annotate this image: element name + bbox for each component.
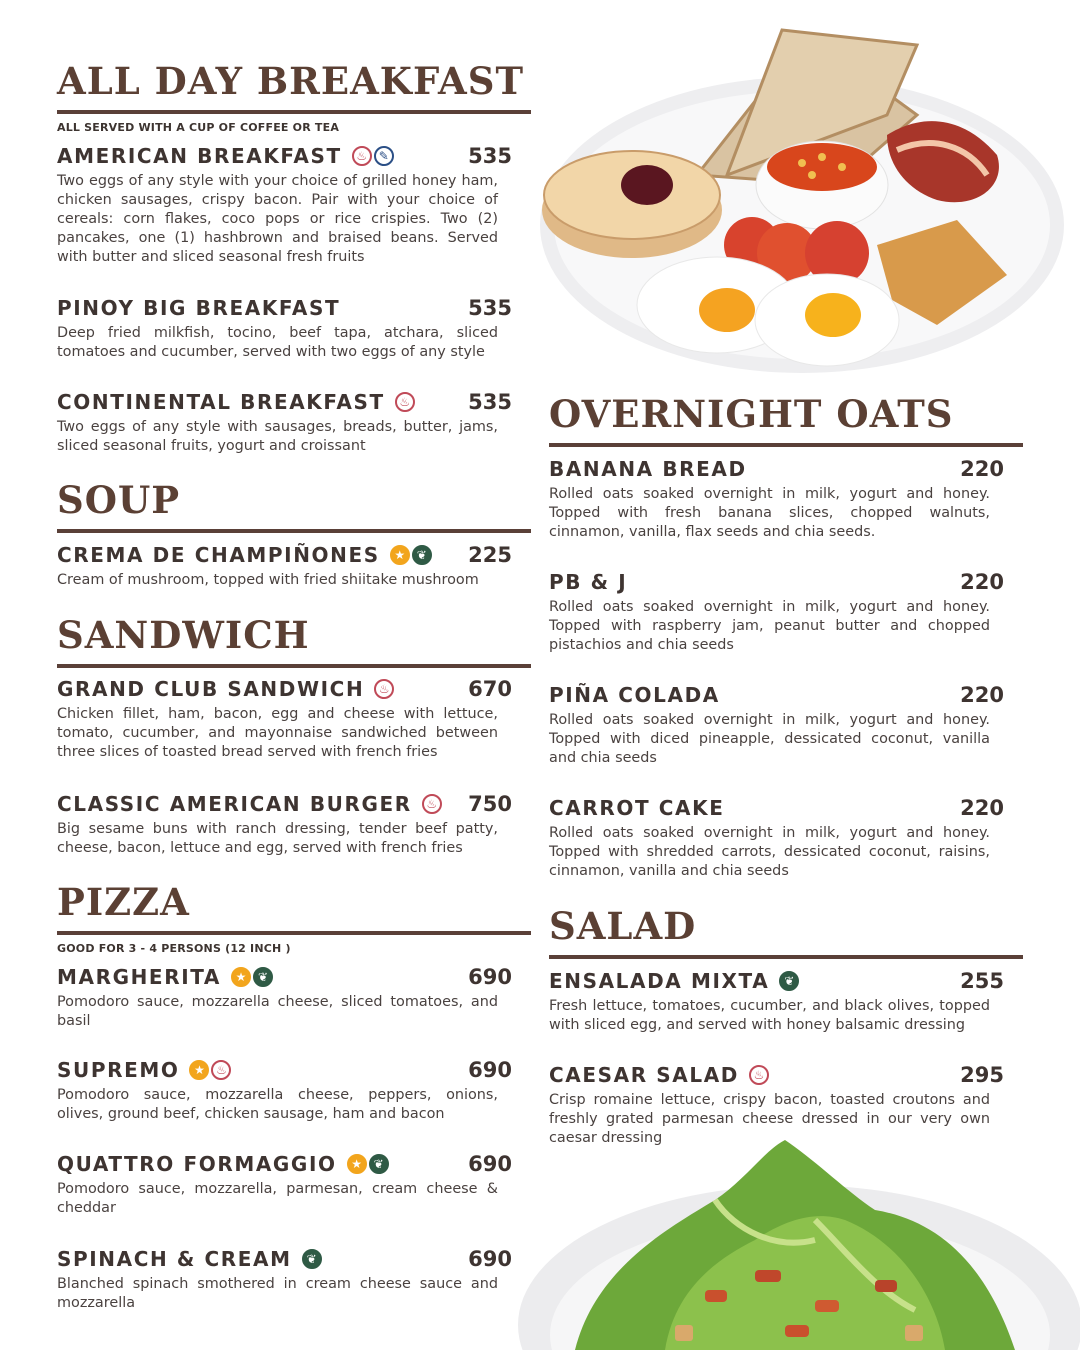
section-sandwich [57, 613, 531, 668]
menu-item-carrot-cake [549, 796, 1023, 881]
item-price: 220 [960, 457, 1004, 481]
item-description: Two eggs of any style with sausages, breads, butter, jams, sliced seasonal fruits, yogurt and croissant [57, 419, 498, 454]
section-note: ALL SERVED WITH A CUP OF COFFEE OR TEA [57, 121, 340, 134]
menu-item-continental-breakfast [57, 390, 531, 456]
section-title: SOUP [57, 478, 181, 522]
item-description: Deep fried milkfish, tocino, beef tapa, atchara, sliced tomatoes and cucumber, served with two eggs of any style [57, 325, 498, 360]
section-divider [57, 529, 531, 533]
item-description: Chicken fillet, ham, bacon, egg and cheese with lettuce, tomato, cucumber, and mayonnaise sandwiched between three slices of toasted bread served with french fries [57, 706, 498, 760]
menu-item-caesar-salad [549, 1063, 1023, 1148]
section-all-day-breakfast [57, 59, 531, 134]
item-price: 535 [468, 296, 512, 320]
menu-item-pinoy-big-breakfast [57, 296, 531, 362]
item-name: PB & J [549, 570, 628, 594]
item-price: 255 [960, 969, 1004, 993]
breakfast-plate-photo [537, 25, 1067, 375]
item-price: 690 [468, 1247, 512, 1271]
star-icon: ★ [347, 1154, 367, 1174]
section-note: GOOD FOR 3 - 4 PERSONS (12 INCH ) [57, 942, 291, 955]
menu-item-crema-de-champinones [57, 543, 531, 590]
item-price: 535 [468, 390, 512, 414]
vegetarian-icon: ❦ [412, 545, 432, 565]
item-name: GRAND CLUB SANDWICH [57, 677, 365, 701]
menu-item-ensalada-mixta [549, 969, 1023, 1035]
menu-item-quattro-formaggio [57, 1152, 531, 1218]
item-price: 295 [960, 1063, 1004, 1087]
item-price: 690 [468, 1058, 512, 1082]
section-divider [57, 931, 531, 935]
menu-item-pina-colada [549, 683, 1023, 768]
menu-item-spinach-and-cream [57, 1247, 531, 1313]
section-title: SALAD [549, 904, 697, 948]
section-title: SANDWICH [57, 613, 310, 657]
item-name: CAESAR SALAD [549, 1063, 739, 1087]
item-description: Rolled oats soaked overnight in milk, yogurt and honey. Topped with fresh banana slices, chopped walnuts, cinnamon, vanilla, flax seeds and chia seeds. [549, 486, 990, 540]
item-price: 220 [960, 796, 1004, 820]
item-name: PIÑA COLADA [549, 683, 720, 707]
item-description: Cream of mushroom, topped with fried shiitake mushroom [57, 572, 479, 588]
item-name: ENSALADA MIXTA [549, 969, 770, 993]
item-name: CONTINENTAL BREAKFAST [57, 390, 385, 414]
section-soup [57, 478, 531, 533]
menu-item-american-breakfast [57, 144, 531, 267]
item-description: Rolled oats soaked overnight in milk, yogurt and honey. Topped with raspberry jam, peanut butter and chopped pistachios and chia seeds [549, 599, 990, 653]
section-divider [57, 664, 531, 668]
item-price: 220 [960, 570, 1004, 594]
item-description: Crisp romaine lettuce, crispy bacon, toasted croutons and freshly grated parmesan cheese dressed in our very own caesar dressing [549, 1092, 990, 1146]
meat-icon: ♨ [422, 794, 442, 814]
meat-icon: ♨ [211, 1060, 231, 1080]
item-name: CLASSIC AMERICAN BURGER [57, 792, 412, 816]
meat-icon: ♨ [352, 146, 372, 166]
section-overnight-oats [549, 392, 1023, 447]
item-description: Pomodoro sauce, mozzarella, parmesan, cream cheese & cheddar [57, 1181, 498, 1216]
item-name: QUATTRO FORMAGGIO [57, 1152, 337, 1176]
caesar-salad-photo [515, 1140, 1080, 1350]
item-price: 670 [468, 677, 512, 701]
item-price: 690 [468, 1152, 512, 1176]
vegetarian-icon: ❦ [369, 1154, 389, 1174]
item-description: Big sesame buns with ranch dressing, tender beef patty, cheese, bacon, lettuce and egg, served with french fries [57, 821, 498, 856]
menu-item-banana-bread [549, 457, 1023, 542]
item-description: Two eggs of any style with your choice of grilled honey ham, chicken sausages, crispy bacon. Pair with your choice of cereals: corn flakes, coco pops or rice crispies. Two (2) pancakes, one (1) hashbrown and braised beans. Served with butter and sliced seasonal fresh fruits [57, 173, 498, 265]
meat-icon: ♨ [374, 679, 394, 699]
item-price: 225 [468, 543, 512, 567]
menu-item-classic-american-burger [57, 792, 531, 858]
star-icon: ★ [390, 545, 410, 565]
item-price: 220 [960, 683, 1004, 707]
vegetarian-icon: ❦ [253, 967, 273, 987]
item-description: Pomodoro sauce, mozzarella cheese, sliced tomatoes, and basil [57, 994, 498, 1029]
section-divider [549, 443, 1023, 447]
item-description: Pomodoro sauce, mozzarella cheese, peppers, onions, olives, ground beef, chicken sausage, ham and bacon [57, 1087, 498, 1122]
section-title: OVERNIGHT OATS [549, 392, 954, 436]
item-description: Rolled oats soaked overnight in milk, yogurt and honey. Topped with shredded carrots, dessicated coconut, raisins, cinnamon, vanilla and chia seeds [549, 825, 990, 879]
item-name: SPINACH & CREAM [57, 1247, 292, 1271]
section-salad [549, 904, 1023, 959]
chicken-icon: ✎ [374, 146, 394, 166]
item-price: 690 [468, 965, 512, 989]
menu-item-supremo [57, 1058, 531, 1124]
menu-item-pb-and-j [549, 570, 1023, 655]
item-name: PINOY BIG BREAKFAST [57, 296, 341, 320]
item-name: MARGHERITA [57, 965, 222, 989]
item-name: CREMA DE CHAMPIÑONES [57, 543, 380, 567]
section-divider [57, 110, 531, 114]
section-divider [549, 955, 1023, 959]
meat-icon: ♨ [749, 1065, 769, 1085]
item-description: Blanched spinach smothered in cream cheese sauce and mozzarella [57, 1276, 498, 1311]
item-description: Rolled oats soaked overnight in milk, yogurt and honey. Topped with diced pineapple, dessicated coconut, vanilla and chia seeds [549, 712, 990, 766]
star-icon: ★ [189, 1060, 209, 1080]
meat-icon: ♨ [395, 392, 415, 412]
item-name: SUPREMO [57, 1058, 180, 1082]
item-name: BANANA BREAD [549, 457, 747, 481]
item-name: AMERICAN BREAKFAST [57, 144, 342, 168]
section-title: ALL DAY BREAKFAST [57, 59, 525, 103]
item-name: CARROT CAKE [549, 796, 725, 820]
item-price: 535 [468, 144, 512, 168]
item-price: 750 [468, 792, 512, 816]
star-icon: ★ [231, 967, 251, 987]
section-title: PIZZA [57, 880, 190, 924]
menu-item-margherita [57, 965, 531, 1031]
vegetarian-icon: ❦ [302, 1249, 322, 1269]
item-description: Fresh lettuce, tomatoes, cucumber, and black olives, topped with sliced egg, and served with honey balsamic dressing [549, 998, 990, 1033]
menu-item-grand-club-sandwich [57, 677, 531, 762]
section-pizza [57, 880, 531, 955]
vegetarian-icon: ❦ [779, 971, 799, 991]
